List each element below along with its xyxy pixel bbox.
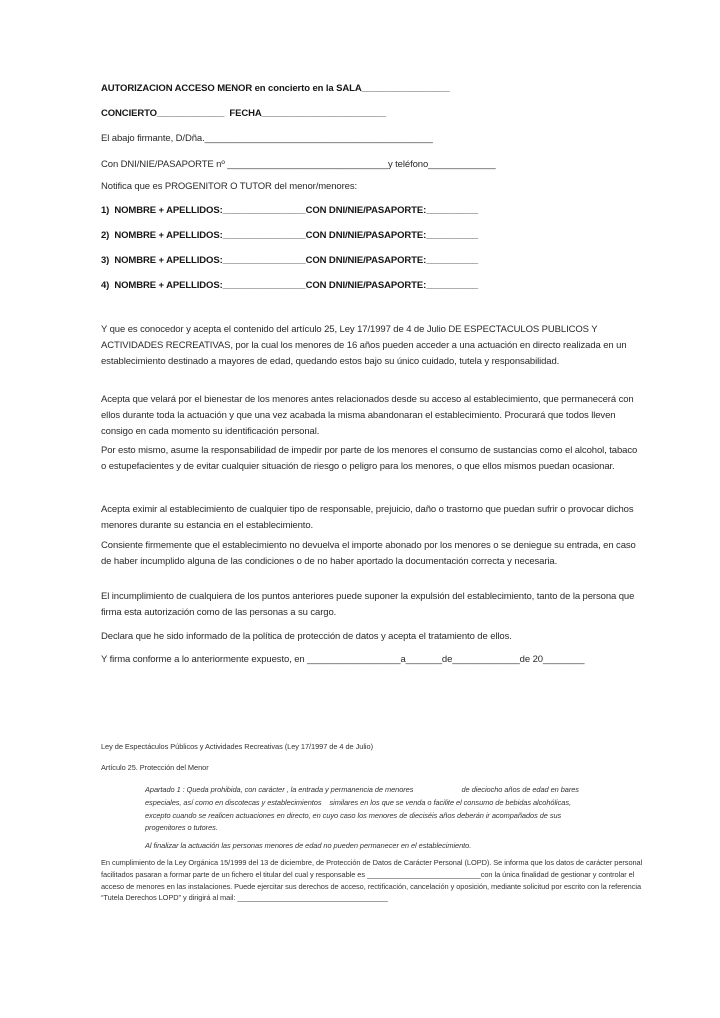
clause-paragraph-4: Acepta eximir al establecimiento de cualquier tipo de responsable, prejuicio, daño o trastorno que puedan sufrir o provocar dichos menores durante su estancia en el establecimiento. (101, 504, 637, 531)
minor-row-1: 1) NOMBRE + APELLIDOS:________________CON DNI/NIE/PASAPORTE:__________ (101, 205, 479, 216)
footer-article-excerpt-line-3: excepto cuando se realicen actuaciones en directo, en cuyo caso los menores de dieciséis años deberán ir acompañados de sus (145, 811, 562, 820)
minor-row-2: 2) NOMBRE + APELLIDOS:________________CON DNI/NIE/PASAPORTE:__________ (101, 230, 479, 241)
footer-article-excerpt-line-1: Apartado 1 : Queda prohibida, con carácter , la entrada y permanencia de menores de dieciocho años de edad en bares (145, 785, 579, 794)
notify-line: Notifica que es PROGENITOR O TUTOR del menor/menores: (101, 181, 358, 192)
clause-paragraph-3: Por esto mismo, asume la responsabilidad de impedir por parte de los menores el consumo de sustancias como el alcohol, tabaco o estupefacientes y de evitar cualquier situación de riesgo o peligro para los menores, o que ellos mismos puedan ocasionar. (101, 445, 640, 472)
footer-lopd-paragraph: En cumplimiento de la Ley Orgánica 15/1999 del 13 de diciembre, de Protección de Datos de Carácter Personal (LOPD). Se informa que los datos de carácter personal facilitados pasaran a formar parte de un fichero el titular del cual y responsable es ____________________________con la única finalidad de gestionar y controlar el acceso de menores en las instalaciones. Puede ejercitar sus derechos de acceso, rectificación, cancelación y oposición, mediante solicitud por escrito con la referencia “Tutela Derechos LOPD” y dirigirá al mail: _____________________________________ (101, 858, 645, 903)
clause-paragraph-2: Acepta que velará por el bienestar de los menores antes relacionados desde su acceso al establecimiento, que permanecerá con ellos durante toda la actuación y que una vez acabada la misma abandonaran el establecimiento. Procurará que todos lleven consigo en cada momento su identificación personal. (101, 394, 637, 437)
clause-paragraph-5: Consiente firmemente que el establecimiento no devuelva el importe abonado por los menores o se deniegue su entrada, en caso de haber incumplido alguna de las condiciones o de no haber aportado la documentación correcta y necesaria. (101, 540, 639, 567)
id-phone-line: Con DNI/NIE/PASAPORTE nº _______________________________y teléfono_____________ (101, 159, 496, 170)
minor-row-4: 4) NOMBRE + APELLIDOS:________________CON DNI/NIE/PASAPORTE:__________ (101, 280, 479, 291)
clause-paragraph-1: Y que es conocedor y acepta el contenido del artículo 25, Ley 17/1997 de 4 de Julio DE ESPECTACULOS PUBLICOS Y ACTIVIDADES RECREATIVAS, por la cual los menores de 16 años pueden acceder a una actuación en directo realizada en un establecimiento destinado a mayores de edad, quedando estos bajo su único cuidado, tutela y responsabilidad. (101, 324, 630, 367)
signature-line: Y firma conforme a lo anteriormente expuesto, en __________________a_______de_____________de 20________ (101, 654, 585, 665)
footer-article-title: Artículo 25. Protección del Menor (101, 763, 209, 772)
footer-law-reference: Ley de Espectáculos Públicos y Actividades Recreativas (Ley 17/1997 de 4 de Julio) (101, 742, 373, 751)
clause-paragraph-6: El incumplimiento de cualquiera de los puntos anteriores puede suponer la expulsión del establecimiento, tanto de la persona que firma esta autorización como de las personas a su cargo. (101, 591, 637, 618)
minor-row-3: 3) NOMBRE + APELLIDOS:________________CON DNI/NIE/PASAPORTE:__________ (101, 255, 479, 266)
clause-paragraph-7: Declara que he sido informado de la política de protección de datos y acepta el tratamiento de ellos. (101, 631, 512, 642)
footer-article-excerpt-line-4: progenitores o tutores. (145, 823, 218, 832)
footer-article-note: Al finalizar la actuación las personas menores de edad no pueden permanecer en el establecimiento. (145, 841, 472, 850)
footer-article-excerpt-line-2: especiales, así como en discotecas y establecimientos similares en los que se venda o facilite el consumo de bebidas alcohólicas, (145, 798, 571, 807)
document-title: AUTORIZACION ACCESO MENOR en concierto en la SALA_________________ (101, 83, 450, 94)
concert-date-line: CONCIERTO_____________ FECHA________________________ (101, 108, 387, 119)
signer-line: El abajo firmante, D/Dña.____________________________________________ (101, 133, 433, 144)
